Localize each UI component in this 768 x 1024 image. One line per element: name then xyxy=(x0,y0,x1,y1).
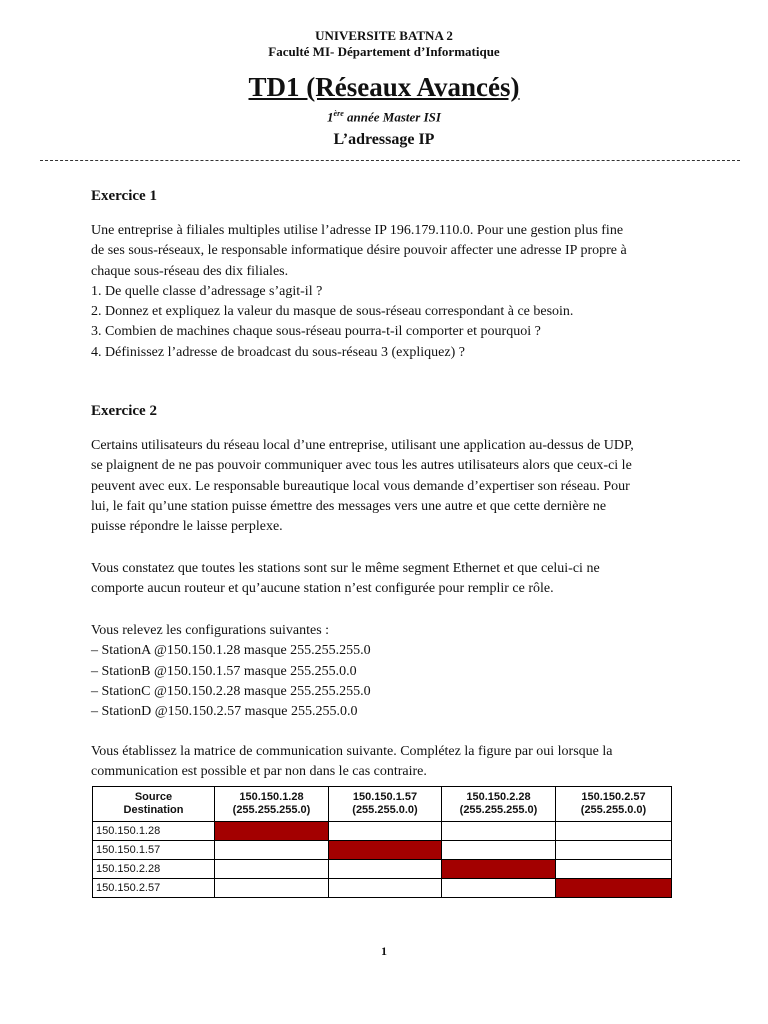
config-station-d: – StationD @150.150.2.57 masque 255.255.0.0 xyxy=(91,704,358,720)
answer-cell[interactable] xyxy=(556,822,672,841)
config-station-c: – StationC @150.150.2.28 masque 255.255.255.0 xyxy=(91,683,371,699)
dashed-divider xyxy=(40,160,740,161)
corner-destination-label: Destination xyxy=(123,804,184,816)
corner-source-label: Source xyxy=(134,791,173,803)
column-mask: (255.255.0.0) xyxy=(580,804,647,816)
exercise-2-heading: Exercice 2 xyxy=(91,403,157,419)
row-header-2: 150.150.1.57 xyxy=(93,841,215,860)
row-header-1: 150.150.1.28 xyxy=(93,822,215,841)
question-2: 2. Donnez et expliquez la valeur du masque de sous-réseau correspondant à ce besoin. xyxy=(91,304,574,320)
communication-matrix xyxy=(92,786,672,898)
config-intro: Vous relevez les configurations suivantes : xyxy=(91,623,330,638)
paragraph-line: peuvent avec eux. Le responsable bureautique local vous demande d’expertiser son réseau. Pour xyxy=(91,478,630,494)
answer-cell[interactable] xyxy=(215,879,329,898)
exercise-1-heading: Exercice 1 xyxy=(91,188,157,204)
row-header-4: 150.150.2.57 xyxy=(93,879,215,898)
answer-cell[interactable] xyxy=(442,822,556,841)
matrix-corner-cell xyxy=(93,787,215,822)
page-number: 1 xyxy=(381,944,387,958)
row-header-3: 150.150.2.28 xyxy=(93,860,215,879)
subtitle-superscript: ère xyxy=(333,109,344,118)
answer-cell[interactable] xyxy=(215,860,329,879)
column-mask: (255.255.0.0) xyxy=(352,804,418,816)
column-ip: 150.150.2.28 xyxy=(466,791,531,803)
subtitle-number: 1 xyxy=(327,109,334,125)
exercise-1-intro xyxy=(91,221,679,363)
answer-cell[interactable] xyxy=(215,841,329,860)
paragraph-line: chaque sous-réseau des dix filiales. xyxy=(91,263,289,279)
matrix-header-row xyxy=(93,787,672,822)
question-1: 1. De quelle classe d’adressage s’agit-il ? xyxy=(91,283,323,299)
paragraph-line: de ses sous-réseaux, le responsable informatique désire pouvoir affecter une adresse IP propre à xyxy=(91,243,627,259)
station-configurations xyxy=(91,621,679,722)
document-subtitle xyxy=(0,109,768,125)
diagonal-cell xyxy=(442,860,556,879)
column-ip: 150.150.1.57 xyxy=(352,791,418,803)
table-row xyxy=(93,879,672,898)
column-ip: 150.150.2.57 xyxy=(581,791,646,803)
question-4: 4. Définissez l’adresse de broadcast du sous-réseau 3 (expliquez) ? xyxy=(91,344,465,360)
table-row xyxy=(93,822,672,841)
document-topic: L’adressage IP xyxy=(333,131,435,148)
answer-cell[interactable] xyxy=(442,879,556,898)
diagonal-cell xyxy=(556,879,672,898)
answer-cell[interactable] xyxy=(556,860,672,879)
column-header-4 xyxy=(556,787,672,822)
answer-cell[interactable] xyxy=(556,841,672,860)
table-row xyxy=(93,860,672,879)
question-3: 3. Combien de machines chaque sous-réseau pourra-t-il comporter et pourquoi ? xyxy=(91,324,541,340)
column-mask: (255.255.255.0) xyxy=(232,804,311,816)
column-mask: (255.255.255.0) xyxy=(459,804,538,816)
paragraph-line: Vous établissez la matrice de communication suivante. Complétez la figure par oui lorsque la xyxy=(91,744,613,759)
paragraph-line: lui, le fait qu’une station puisse émettre des messages vers une autre et que cette dernière ne xyxy=(91,498,607,514)
answer-cell[interactable] xyxy=(442,841,556,860)
column-header-3 xyxy=(442,787,556,822)
paragraph-line: communication est possible et par non dans le cas contraire. xyxy=(91,764,427,780)
column-header-1 xyxy=(215,787,329,822)
paragraph-line: puisse répondre le laisse perplexe. xyxy=(91,519,283,535)
exercise-2-paragraph-1 xyxy=(91,436,679,537)
exercise-2-paragraph-3 xyxy=(91,742,679,783)
paragraph-line: Vous constatez que toutes les stations sont sur le même segment Ethernet et que celui-ci ne xyxy=(91,561,600,576)
faculty-name: Faculté MI- Département d’Informatique xyxy=(268,44,500,59)
document-title: TD1 (Réseaux Avancés) xyxy=(248,72,520,102)
university-name: UNIVERSITE BATNA 2 xyxy=(315,28,453,43)
column-header-2 xyxy=(329,787,442,822)
paragraph-line: Une entreprise à filiales multiples utilise l’adresse IP 196.179.110.0. Pour une gestion plus fine xyxy=(91,223,624,238)
table-row xyxy=(93,841,672,860)
answer-cell[interactable] xyxy=(329,879,442,898)
subtitle-text: année Master ISI xyxy=(343,109,441,125)
paragraph-line: Certains utilisateurs du réseau local d’une entreprise, utilisant une application au-dessus de UDP, xyxy=(91,438,634,453)
diagonal-cell xyxy=(215,822,329,841)
answer-cell[interactable] xyxy=(329,860,442,879)
config-station-a: – StationA @150.150.1.28 masque 255.255.255.0 xyxy=(91,643,371,659)
paragraph-line: comporte aucun routeur et qu’aucune station n’est configurée pour remplir ce rôle. xyxy=(91,581,554,597)
diagonal-cell xyxy=(329,841,442,860)
config-station-b: – StationB @150.150.1.57 masque 255.255.0.0 xyxy=(91,663,357,679)
exercise-2-paragraph-2 xyxy=(91,559,679,600)
column-ip: 150.150.1.28 xyxy=(239,791,304,803)
answer-cell[interactable] xyxy=(329,822,442,841)
paragraph-line: se plaignent de ne pas pouvoir communiquer avec tous les autres utilisateurs alors que ceux-ci le xyxy=(91,458,632,474)
